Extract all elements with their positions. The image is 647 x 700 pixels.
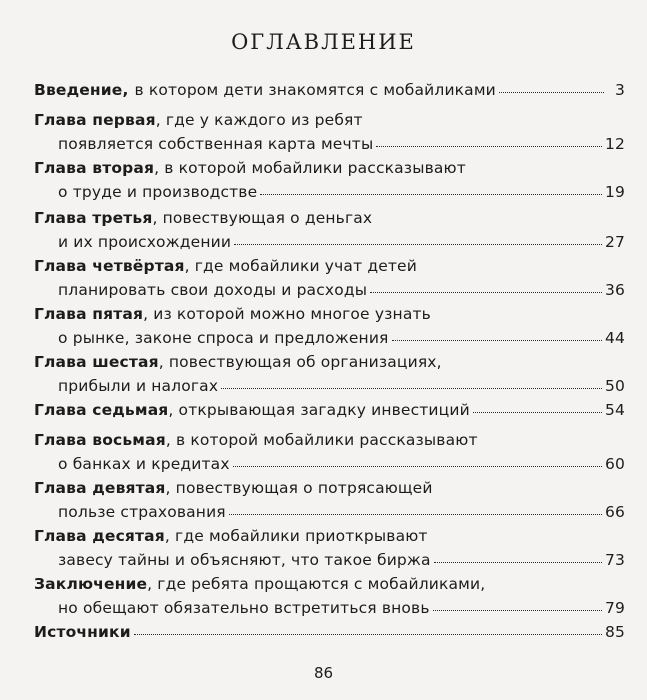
entry-text: , из которой можно многое узнать: [143, 305, 431, 323]
entry-text: , где ребята прощаются с мобайликами,: [147, 575, 486, 593]
dot-leader: [370, 292, 602, 293]
toc-entry-chapter-10[interactable]: [34, 524, 625, 572]
entry-text-cont: пользе страхования: [58, 503, 226, 521]
entry-text-cont: завесу тайны и объясняют, что такое биржа: [58, 551, 431, 569]
toc-entry-chapter-6[interactable]: [34, 350, 625, 398]
dot-leader: [229, 514, 602, 515]
entry-lead: Глава третья: [34, 209, 153, 227]
toc-title: ОГЛАВЛЕНИЕ: [231, 30, 416, 54]
entry-page: 27: [604, 233, 625, 251]
entry-lead: Глава вторая: [34, 159, 155, 177]
entry-lead: Глава девятая: [34, 479, 166, 497]
toc-entry-chapter-2[interactable]: [34, 156, 625, 204]
entry-text: в котором дети знакомятся с мобайликами: [134, 81, 496, 99]
dot-leader: [233, 466, 602, 467]
dot-leader: [376, 146, 602, 147]
toc-entry-sources[interactable]: [34, 620, 625, 644]
entry-text: , повествующая о потрясающей: [165, 479, 433, 497]
toc-entry-chapter-5[interactable]: [34, 302, 625, 350]
entry-page: 66: [604, 503, 625, 521]
entry-page: 3: [614, 81, 625, 99]
dot-leader: [434, 562, 602, 563]
dot-leader: [392, 340, 602, 341]
entry-page: 19: [604, 183, 625, 201]
entry-lead: Глава пятая: [34, 305, 144, 323]
entry-page: 50: [604, 377, 625, 395]
page-number: 86: [313, 664, 334, 682]
entry-lead: Глава четвёртая: [34, 257, 185, 275]
toc-entry-introduction[interactable]: [34, 78, 625, 102]
entry-text: , открывающая загадку инвестиций: [168, 401, 470, 419]
entry-text: , повествующая об организациях,: [158, 353, 442, 371]
dot-leader: [473, 412, 602, 413]
dot-leader: [221, 388, 602, 389]
entry-page: 44: [604, 329, 625, 347]
entry-lead: Глава первая: [34, 111, 156, 129]
entry-text-cont: и их происхождении: [58, 233, 232, 251]
entry-text-cont: о труде и производстве: [58, 183, 258, 201]
toc-entry-chapter-1[interactable]: [34, 108, 625, 156]
entry-text-cont: планировать свои доходы и расходы: [58, 281, 368, 299]
dot-leader: [499, 92, 604, 93]
entry-text: , где у каждого из ребят: [155, 111, 363, 129]
entry-lead: Глава шестая: [34, 353, 159, 371]
entry-lead: Источники: [34, 623, 131, 641]
entry-lead: Глава седьмая: [34, 401, 169, 419]
toc-entry-chapter-3[interactable]: [34, 206, 625, 254]
entry-text-cont: о банках и кредитах: [58, 455, 230, 473]
toc-entry-chapter-4[interactable]: [34, 254, 625, 302]
entry-page: 60: [604, 455, 625, 473]
entry-page: 79: [604, 599, 625, 617]
dot-leader: [234, 244, 602, 245]
entry-page: 36: [604, 281, 625, 299]
entry-text-cont: о рынке, законе спроса и предложения: [58, 329, 389, 347]
entry-page: 73: [604, 551, 625, 569]
toc-entry-chapter-8[interactable]: [34, 428, 625, 476]
entry-lead: Глава восьмая: [34, 431, 166, 449]
entry-text: , где мобайлики учат детей: [184, 257, 417, 275]
dot-leader: [134, 634, 602, 635]
toc-entry-chapter-9[interactable]: [34, 476, 625, 524]
entry-text: , повествующая о деньгах: [152, 209, 373, 227]
dot-leader: [433, 610, 602, 611]
entry-text-cont: но обещают обязательно встретиться вновь: [58, 599, 430, 617]
dot-leader: [260, 194, 602, 195]
toc-entry-chapter-7[interactable]: [34, 398, 625, 422]
entry-text-cont: появляется собственная карта мечты: [58, 135, 374, 153]
entry-page: 54: [604, 401, 625, 419]
toc-entry-conclusion[interactable]: [34, 572, 625, 620]
entry-text: , в которой мобайлики рассказывают: [154, 159, 466, 177]
entry-text: , где мобайлики приоткрывают: [164, 527, 428, 545]
entry-lead: Глава десятая: [34, 527, 165, 545]
entry-page: 85: [604, 623, 625, 641]
entry-lead: Введение,: [34, 81, 129, 99]
entry-text: , в которой мобайлики рассказывают: [165, 431, 478, 449]
entry-text-cont: прибыли и налогах: [58, 377, 219, 395]
entry-page: 12: [604, 135, 625, 153]
entry-lead: Заключение: [34, 575, 148, 593]
